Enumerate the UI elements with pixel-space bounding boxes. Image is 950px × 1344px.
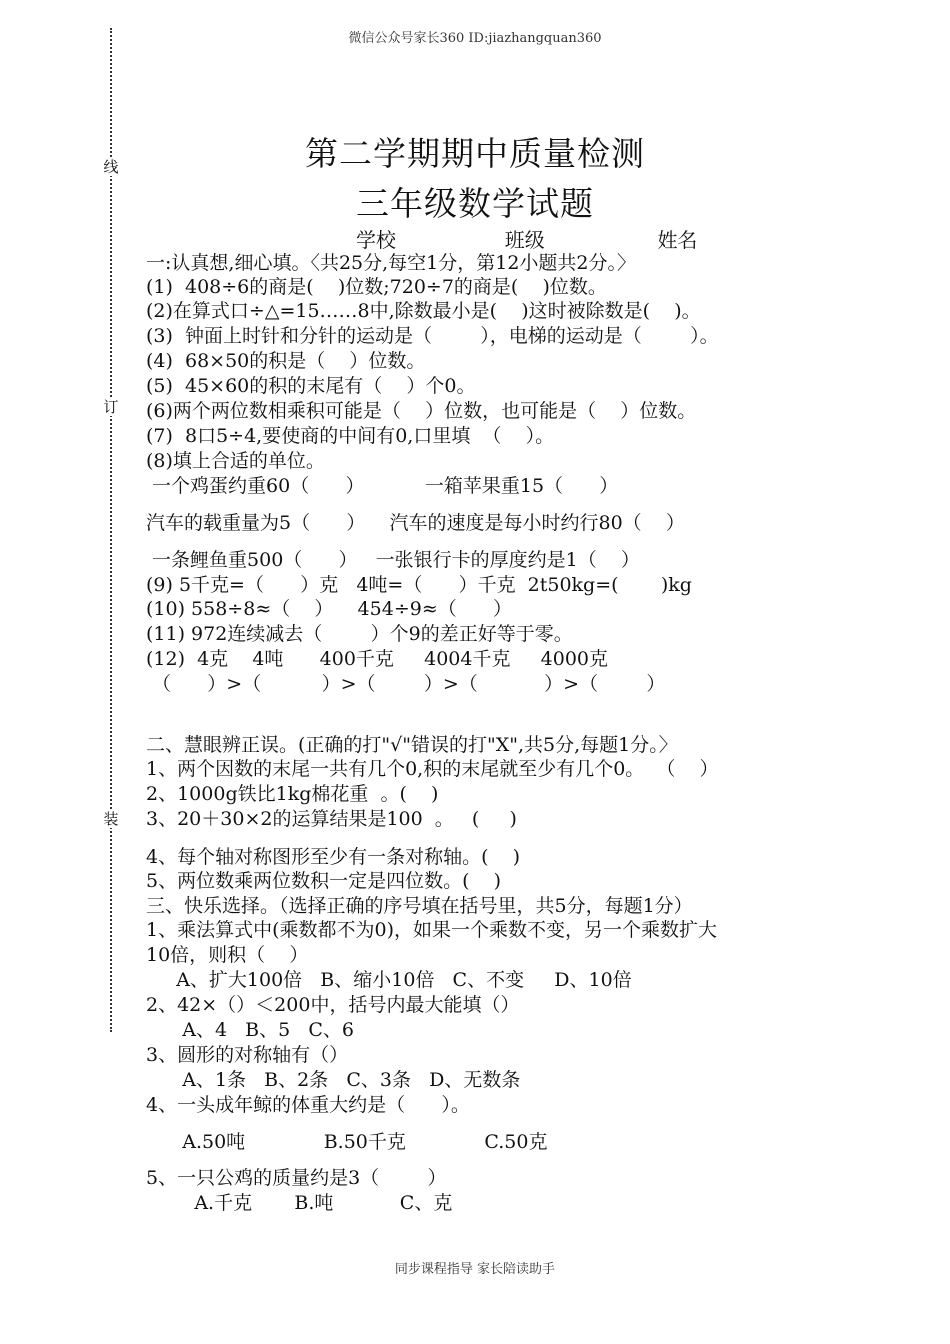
question-line: 10倍，则积（ ） [146,944,309,966]
question-line: 4、一头成年鲸的体重大约是（ ）。 [146,1094,470,1116]
binding-label-line: 线 [103,158,119,176]
question-line: 2、42×（）＜200中，括号内最大能填（） [146,994,520,1016]
page-header: 微信公众号家长360 ID:jiazhangquan360 [348,31,602,46]
question-line: 一个鸡蛋约重60（ ） 一箱苹果重15（ ） [146,475,619,497]
question-line: 一条鲤鱼重500（ ） 一张银行卡的厚度约是1（ ） [146,549,640,571]
question-line: (4) 68×50的积是（ ）位数。 [146,350,426,372]
question-line: 汽车的载重量为5（ ） 汽车的速度是每小时约行80（ ） [146,512,685,534]
question-line: 1、两个因数的末尾一共有几个0,积的末尾就至少有几个0。 （ ） [146,758,719,780]
exam-title: 第二学期期中质量检测 [305,134,645,173]
question-line: A.千克 B.吨 C、克 [146,1192,453,1214]
school-field-label: 学校 [356,228,396,252]
question-line: (7) 8口5÷4,要使商的中间有0,口里填 （ ）。 [146,425,555,447]
section-1-heading: 一:认真想,细心填。〈共25分,每空1分，第12小题共2分。〉 [146,252,637,274]
question-line: （ ）>（ ）>（ ）>（ ）>（ ） [146,673,666,695]
question-line: (1) 408÷6的商是( )位数;720÷7的商是( )位数。 [146,276,607,298]
exam-subtitle: 三年级数学试题 [356,184,594,223]
question-line: (10) 558÷8≈（ ） 454÷9≈（ ） [146,598,512,620]
section-2-heading: 二、慧眼辨正误。(正确的打"√"错误的打"X",共5分,每题1分。〉 [146,734,678,756]
question-line: A、扩大100倍 B、缩小10倍 C、不变 D、10倍 [146,969,632,991]
binding-label-bind: 装 [103,810,119,828]
question-line: (5) 45×60的积的末尾有（ ）个0。 [146,375,476,397]
question-line: 4、每个轴对称图形至少有一条对称轴。( ) [146,846,521,868]
section-3-heading: 三、快乐选择。（选择正确的序号填在括号里，共5分，每题1分） [146,895,693,917]
question-line: 1、乘法算式中(乘数都不为0)，如果一个乘数不变，另一个乘数扩大 [146,919,718,941]
question-line: (11) 972连续减去（ ）个9的差正好等于零。 [146,623,573,645]
question-line: 5、两位数乘两位数积一定是四位数。( ) [146,870,502,892]
question-line: (8)填上合适的单位。 [146,450,325,472]
question-line: (2)在算式口÷△=15……8中,除数最小是( )这时被除数是( )。 [146,300,701,322]
question-line: (12) 4克 4吨 400千克 4004千克 4000克 [146,648,609,670]
question-line: (6)两个两位数相乘积可能是（ ）位数，也可能是（ ）位数。 [146,400,697,422]
question-line: 2、1000g铁比1kg棉花重 。( ) [146,783,439,805]
question-line: A.50吨 B.50千克 C.50克 [146,1131,548,1153]
question-line: A、4 B、5 C、6 [146,1019,354,1041]
question-line: 3、圆形的对称轴有（） [146,1044,349,1066]
question-line: 3、20＋30×2的运算结果是100 。 ( ) [146,808,517,830]
question-line: 5、一只公鸡的质量约是3（ ） [146,1167,447,1189]
question-line: (9) 5千克=（ ）克 4吨=（ ）千克 2t50kg=( )kg [146,574,692,596]
page-footer: 同步课程指导 家长陪读助手 [394,1262,556,1277]
binding-label-staple: 订 [103,398,119,416]
question-line: A、1条 B、2条 C、3条 D、无数条 [146,1069,521,1091]
class-field-label: 班级 [504,228,545,252]
question-line: (3) 钟面上时针和分针的运动是（ ），电梯的运动是（ ）。 [146,325,719,347]
student-info-fields [356,224,697,253]
name-field-label: 姓名 [657,228,698,252]
